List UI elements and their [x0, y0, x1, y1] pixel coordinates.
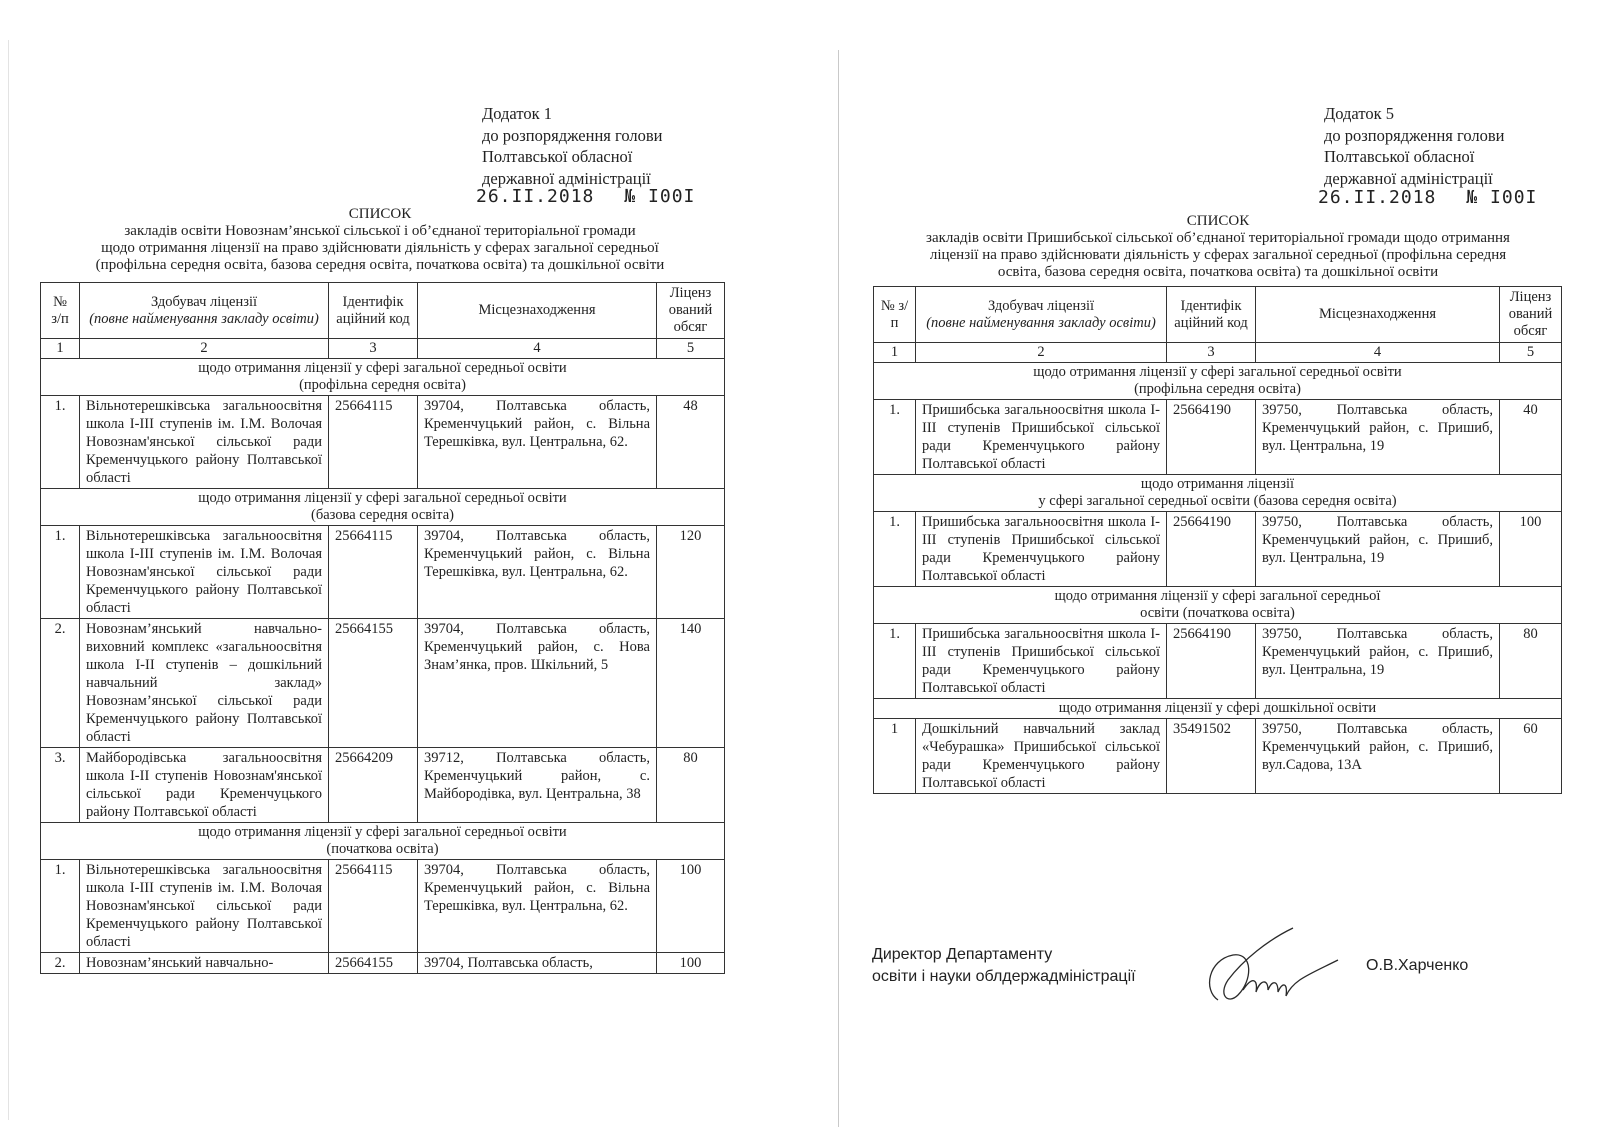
table-row	[874, 624, 1562, 699]
row-number: 1.	[41, 860, 80, 953]
applicant-name: Пришибська загальноосвітня школа I-III ступенів Пришибської сільської ради Кременчуцького району Полтавської області	[916, 512, 1167, 587]
licensed-volume: 48	[657, 396, 725, 489]
identification-code: 25664115	[329, 860, 418, 953]
order-stamp	[476, 186, 695, 207]
table-row	[874, 400, 1562, 475]
applicant-name: Вільнотерешківська загальноосвітня школа I-III ступенів ім. І.М. Волочая Новознам'янської сільської ради Кременчуцького району Полтавської області	[80, 860, 329, 953]
column-number: 3	[1167, 343, 1256, 363]
location: 39704, Полтавська область, Кременчуцький район, с. Вільна Терешківка, вул. Центральна, 62.	[418, 526, 657, 619]
header-volume: Ліценз ований обсяг	[657, 283, 725, 339]
section-heading-line: (початкова освіта)	[326, 841, 439, 857]
header-applicant-note: (повне найменування закладу освіти)	[89, 310, 319, 327]
section-heading	[41, 489, 725, 526]
section-heading-line: (профільна середня освіта)	[299, 377, 466, 393]
licensed-volume: 140	[657, 619, 725, 748]
title-line: закладів освіти Новознам’янської сільської і об’єднаної територіальної громади	[124, 223, 636, 239]
title-line: ліцензії на право здійснювати діяльність у сферах загальної середньої (профільна середня	[929, 247, 1507, 263]
signatory-position-line: освіти і науки облдержадміністрації	[872, 968, 1136, 985]
addendum-line: державної адміністрації	[482, 168, 651, 188]
identification-code: 25664115	[329, 396, 418, 489]
title-line: СПИСОК	[1186, 213, 1250, 229]
section-heading	[41, 823, 725, 860]
section-heading-line: (базова середня освіта)	[311, 507, 454, 523]
section-heading	[874, 475, 1562, 512]
section-heading-line: щодо отримання ліцензії у сфері загальної середньої	[1054, 588, 1381, 604]
section-heading-line: щодо отримання ліцензії у сфері загальної середньої освіти	[1033, 364, 1402, 380]
table-row	[41, 396, 725, 489]
location: 39750, Полтавська область, Кременчуцький район, с. Пришиб, вул. Центральна, 19	[1256, 624, 1500, 699]
scan-edge	[8, 40, 9, 1120]
title-line: закладів освіти Пришибської сільської об’єднаної територіальної громади щодо отримання	[926, 230, 1510, 246]
header-applicant	[80, 283, 329, 339]
section-heading-line: щодо отримання ліцензії у сфері дошкільної освіти	[1058, 700, 1377, 716]
license-table	[873, 286, 1562, 794]
header-applicant-label: Здобувач ліцензії	[987, 297, 1095, 314]
addendum-block	[1324, 103, 1504, 189]
licensed-volume: 80	[657, 748, 725, 823]
section-heading-row	[874, 363, 1562, 400]
section-heading-line: щодо отримання ліцензії у сфері загальної середньої освіти	[198, 824, 567, 840]
order-number: № I00I	[624, 186, 696, 207]
location: 39750, Полтавська область, Кременчуцький район, с. Пришиб, вул.Садова, 13А	[1256, 719, 1500, 794]
title-line: СПИСОК	[348, 206, 412, 222]
header-code: Ідентифік аційний код	[329, 283, 418, 339]
location: 39750, Полтавська область, Кременчуцький район, с. Пришиб, вул. Центральна, 19	[1256, 512, 1500, 587]
document-title	[40, 206, 720, 274]
identification-code: 25664190	[1167, 624, 1256, 699]
identification-code: 25664209	[329, 748, 418, 823]
identification-code: 25664115	[329, 526, 418, 619]
section-heading-line: щодо отримання ліцензії	[1140, 476, 1295, 492]
table-row	[41, 953, 725, 974]
section-heading-row	[41, 823, 725, 860]
location: 39704, Полтавська область, Кременчуцький район, с. Нова Знам’янка, пров. Шкільний, 5	[418, 619, 657, 748]
title-line: (профільна середня освіта, базова середня освіта, початкова освіта) та дошкільної освіти	[95, 257, 665, 273]
header-row	[41, 283, 725, 339]
section-heading	[874, 363, 1562, 400]
applicant-name: Пришибська загальноосвітня школа I-III ступенів Пришибської сільської ради Кременчуцького району Полтавської області	[916, 624, 1167, 699]
section-heading-row	[41, 489, 725, 526]
table-row	[874, 512, 1562, 587]
section-heading-row	[41, 359, 725, 396]
identification-code: 25664155	[329, 619, 418, 748]
row-number: 1.	[41, 526, 80, 619]
identification-code: 25664155	[329, 953, 418, 974]
handwritten-signature	[1198, 920, 1348, 1015]
section-heading-row	[874, 587, 1562, 624]
column-number-row	[41, 339, 725, 359]
location: 39712, Полтавська область, Кременчуцький район, с. Майбородівка, вул. Центральна, 38	[418, 748, 657, 823]
applicant-name: Пришибська загальноосвітня школа I-III ступенів Пришибської сільської ради Кременчуцького району Полтавської області	[916, 400, 1167, 475]
row-number: 2.	[41, 953, 80, 974]
row-number: 1.	[874, 400, 916, 475]
column-number-row	[874, 343, 1562, 363]
header-applicant	[916, 287, 1167, 343]
row-number: 1.	[41, 396, 80, 489]
section-heading	[41, 359, 725, 396]
licensed-volume: 80	[1500, 624, 1562, 699]
header-location: Місцезнаходження	[1256, 287, 1500, 343]
section-heading	[874, 699, 1562, 719]
location: 39704, Полтавська область,	[418, 953, 657, 974]
column-number: 1	[874, 343, 916, 363]
title-line: щодо отримання ліцензії на право здійснювати діяльність у сферах загальної середньої	[101, 240, 659, 256]
licensed-volume: 60	[1500, 719, 1562, 794]
page-fold	[838, 50, 839, 1127]
row-number: 1.	[874, 624, 916, 699]
section-heading-line: щодо отримання ліцензії у сфері загальної середньої освіти	[198, 360, 567, 376]
order-stamp	[1318, 187, 1537, 208]
section-heading-line: щодо отримання ліцензії у сфері загальної середньої освіти	[198, 490, 567, 506]
applicant-name: Дошкільний навчальний заклад «Чебурашка» Пришибської сільської ради Кременчуцького району Полтавської області	[916, 719, 1167, 794]
addendum-line: Полтавської обласної	[482, 147, 633, 166]
header-num: № з/п	[874, 287, 916, 343]
header-code: Ідентифік аційний код	[1167, 287, 1256, 343]
column-number: 3	[329, 339, 418, 359]
identification-code: 25664190	[1167, 400, 1256, 475]
column-number: 2	[80, 339, 329, 359]
column-number: 5	[657, 339, 725, 359]
addendum-line: державної адміністрації	[1324, 168, 1493, 188]
section-heading-row	[874, 475, 1562, 512]
signatory-position	[872, 944, 1136, 988]
header-num: № з/п	[41, 283, 80, 339]
row-number: 1.	[874, 512, 916, 587]
header-applicant-label: Здобувач ліцензії	[150, 293, 258, 310]
title-line: освіта, базова середня освіта, початкова освіта) та дошкільної освіти	[997, 264, 1439, 280]
section-heading	[874, 587, 1562, 624]
table-row	[41, 526, 725, 619]
row-number: 2.	[41, 619, 80, 748]
column-number: 2	[916, 343, 1167, 363]
header-location: Місцезнаходження	[418, 283, 657, 339]
licensed-volume: 100	[657, 860, 725, 953]
section-heading-line: освіти (початкова освіта)	[1140, 605, 1295, 621]
addendum-line: Полтавської обласної	[1324, 147, 1475, 166]
licensed-volume: 100	[1500, 512, 1562, 587]
location: 39750, Полтавська область, Кременчуцький район, с. Пришиб, вул. Центральна, 19	[1256, 400, 1500, 475]
header-applicant-note: (повне найменування закладу освіти)	[926, 314, 1156, 331]
header-row	[874, 287, 1562, 343]
addendum-line: Додаток 5	[1324, 104, 1394, 123]
column-number: 4	[1256, 343, 1500, 363]
applicant-name: Вільнотерешківська загальноосвітня школа I-III ступенів ім. І.М. Волочая Новознам'янської сільської ради Кременчуцького району Полтавської області	[80, 526, 329, 619]
table-row	[41, 860, 725, 953]
order-number: № I00I	[1466, 187, 1538, 208]
table-row	[874, 719, 1562, 794]
order-date: 26.II.2018	[476, 186, 595, 207]
signatory-position-line: Директор Департаменту	[872, 946, 1053, 963]
table-row	[41, 619, 725, 748]
signatory-name: О.В.Харченко	[1366, 957, 1469, 974]
addendum-block	[482, 103, 662, 189]
applicant-name: Майбородівська загальноосвітня школа I-II ступенів Новознам'янської сільської ради Кременчуцького району Полтавської області	[80, 748, 329, 823]
licensed-volume: 120	[657, 526, 725, 619]
column-number: 5	[1500, 343, 1562, 363]
section-heading-line: у сфері загальної середньої освіти (базова середня освіта)	[1038, 493, 1397, 509]
section-heading-line: (профільна середня освіта)	[1134, 381, 1301, 397]
location: 39704, Полтавська область, Кременчуцький район, с. Вільна Терешківка, вул. Центральна, 62.	[418, 860, 657, 953]
document-title	[873, 213, 1563, 281]
column-number: 1	[41, 339, 80, 359]
table-row	[41, 748, 725, 823]
column-number: 4	[418, 339, 657, 359]
location: 39704, Полтавська область, Кременчуцький район, с. Вільна Терешківка, вул. Центральна, 62.	[418, 396, 657, 489]
applicant-name: Новознам’янський навчально-	[80, 953, 329, 974]
header-volume: Ліценз ований обсяг	[1500, 287, 1562, 343]
identification-code: 25664190	[1167, 512, 1256, 587]
addendum-line: до розпорядження голови	[1324, 125, 1505, 145]
section-heading-row	[874, 699, 1562, 719]
license-table	[40, 282, 725, 974]
applicant-name: Вільнотерешківська загальноосвітня школа I-III ступенів ім. І.М. Волочая Новознам'янської сільської ради Кременчуцького району Полтавської області	[80, 396, 329, 489]
row-number: 1	[874, 719, 916, 794]
licensed-volume: 40	[1500, 400, 1562, 475]
addendum-line: Додаток 1	[482, 104, 552, 123]
row-number: 3.	[41, 748, 80, 823]
applicant-name: Новознам’янський навчально-виховний комплекс «загальноосвітня школа I-II ступенів – дошкільний навчальний заклад» Новознам’янської сільської ради Кременчуцького району Полтавської області	[80, 619, 329, 748]
identification-code: 35491502	[1167, 719, 1256, 794]
order-date: 26.II.2018	[1318, 187, 1437, 208]
addendum-line: до розпорядження голови	[482, 125, 663, 145]
licensed-volume: 100	[657, 953, 725, 974]
